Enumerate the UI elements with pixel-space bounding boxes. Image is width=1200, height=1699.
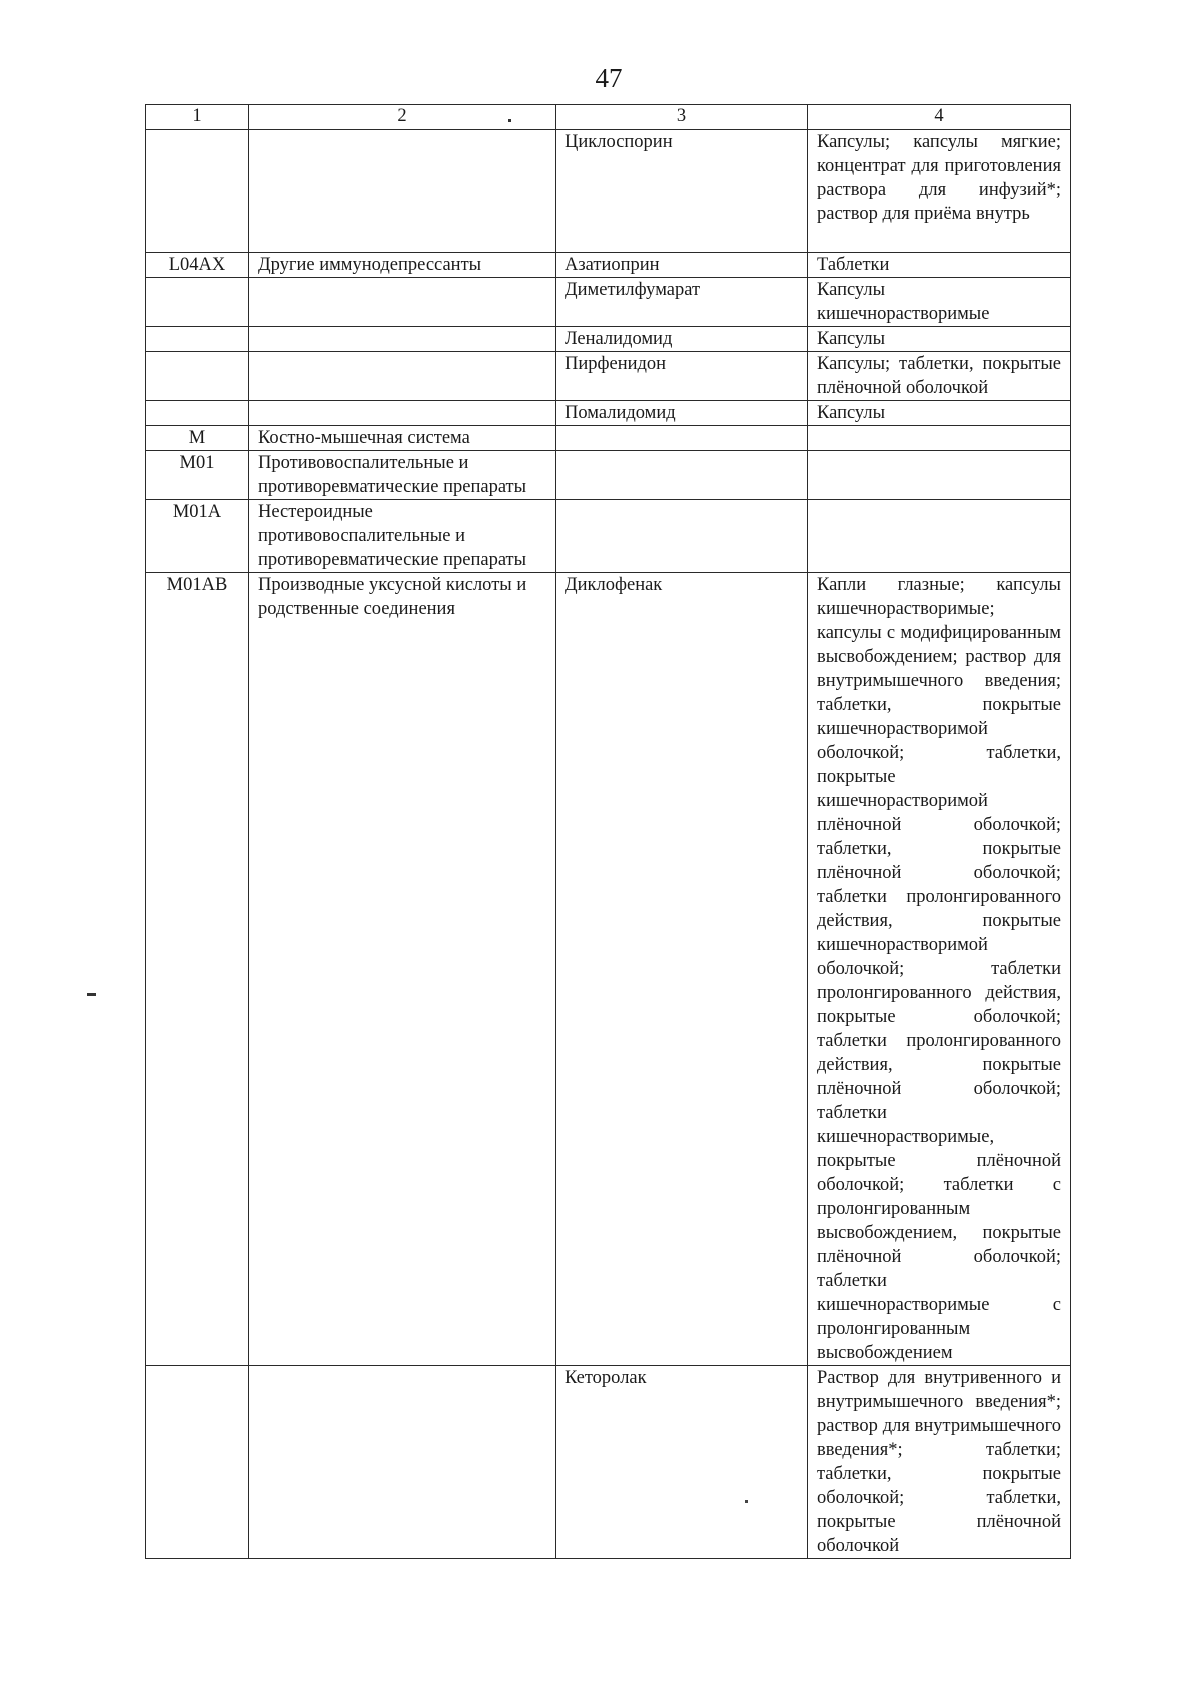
group-name-cell: Нестероидные противовоспалительные и противоревматические препараты <box>249 500 556 573</box>
column-header-form: 4 <box>808 105 1071 130</box>
table-row <box>146 130 1071 253</box>
atc-code-cell: M01AB <box>146 573 249 1366</box>
drug-name-cell: Диклофенак <box>556 573 808 1366</box>
group-name-cell <box>249 130 556 253</box>
table-row <box>146 278 1071 327</box>
table-row <box>146 500 1071 573</box>
drug-name-cell: Помалидомид <box>556 401 808 426</box>
dosage-form-cell: Таблетки <box>808 253 1071 278</box>
atc-code-cell: L04AX <box>146 253 249 278</box>
group-name-cell: Противовоспалительные и противоревматические препараты <box>249 451 556 500</box>
group-name-cell <box>249 278 556 327</box>
atc-code-cell <box>146 278 249 327</box>
group-name-cell <box>249 327 556 352</box>
page-number: 47 <box>595 63 623 93</box>
dosage-form-cell <box>808 426 1071 451</box>
dosage-form-cell: Капсулы <box>808 401 1071 426</box>
header-row <box>146 105 1071 130</box>
drug-name-cell <box>556 426 808 451</box>
group-name-cell: Другие иммунодепрессанты <box>249 253 556 278</box>
atc-code-cell <box>146 327 249 352</box>
table-row <box>146 327 1071 352</box>
dosage-form-cell <box>808 451 1071 500</box>
dosage-form-cell: Капсулы; капсулы мягкие; концентрат для приготовления раствора для инфузий*; раствор для приёма внутрь <box>808 130 1071 253</box>
column-header-code: 1 <box>146 105 249 130</box>
dosage-form-cell: Капсулы; таблетки, покрытые плёночной оболочкой <box>808 352 1071 401</box>
dosage-form-cell: Капсулы кишечнорастворимые <box>808 278 1071 327</box>
group-name-cell: Производные уксусной кислоты и родственные соединения <box>249 573 556 1366</box>
group-name-cell <box>249 1366 556 1559</box>
atc-code-cell <box>146 401 249 426</box>
drug-name-cell: Диметилфумарат <box>556 278 808 327</box>
table-row <box>146 1366 1071 1559</box>
atc-code-cell: M <box>146 426 249 451</box>
table-row <box>146 573 1071 1366</box>
drug-name-cell <box>556 451 808 500</box>
group-name-cell <box>249 352 556 401</box>
table-row <box>146 253 1071 278</box>
drug-name-cell: Азатиоприн <box>556 253 808 278</box>
drug-name-cell: Циклоспорин <box>556 130 808 253</box>
dosage-form-cell: Капли глазные; капсулы кишечнорастворимые; капсулы с модифицированным высвобождением; раствор для внутримышечного введения; таблетки, покрытые кишечнорастворимой оболочкой; таблетки, покрытые кишечнорастворимой плёночной оболочкой; таблетки, покрытые плёночной оболочкой; таблетки пролонгированного действия, покрытые кишечнорастворимой оболочкой; таблетки пролонгированного действия, покрытые оболочкой; таблетки пролонгированного действия, покрытые плёночной оболочкой; таблетки кишечнорастворимые, покрытые плёночной оболочкой; таблетки с пролонгированным высвобождением, покрытые плёночной оболочкой; таблетки кишечнорастворимые с пролонгированным высвобождением <box>808 573 1071 1366</box>
table-row <box>146 426 1071 451</box>
group-name-cell: Костно-мышечная система <box>249 426 556 451</box>
atc-code-cell <box>146 130 249 253</box>
drug-name-cell: Пирфенидон <box>556 352 808 401</box>
drug-name-cell <box>556 500 808 573</box>
dosage-form-cell: Капсулы <box>808 327 1071 352</box>
drug-name-cell: Кеторолак <box>556 1366 808 1559</box>
column-header-drug: 3 <box>556 105 808 130</box>
table-row <box>146 352 1071 401</box>
table-row <box>146 401 1071 426</box>
column-header-group: 2 <box>249 105 556 130</box>
dosage-form-cell <box>808 500 1071 573</box>
atc-code-cell: M01A <box>146 500 249 573</box>
scan-mark <box>87 993 96 996</box>
atc-code-cell <box>146 1366 249 1559</box>
dosage-form-cell: Раствор для внутривенного и внутримышечного введения*; раствор для внутримышечного введения*; таблетки; таблетки, покрытые оболочкой; таблетки, покрытые плёночной оболочкой <box>808 1366 1071 1559</box>
table-row <box>146 451 1071 500</box>
atc-code-cell: M01 <box>146 451 249 500</box>
drug-name-cell: Леналидомид <box>556 327 808 352</box>
drug-register-table <box>145 104 1071 1559</box>
atc-code-cell <box>146 352 249 401</box>
group-name-cell <box>249 401 556 426</box>
